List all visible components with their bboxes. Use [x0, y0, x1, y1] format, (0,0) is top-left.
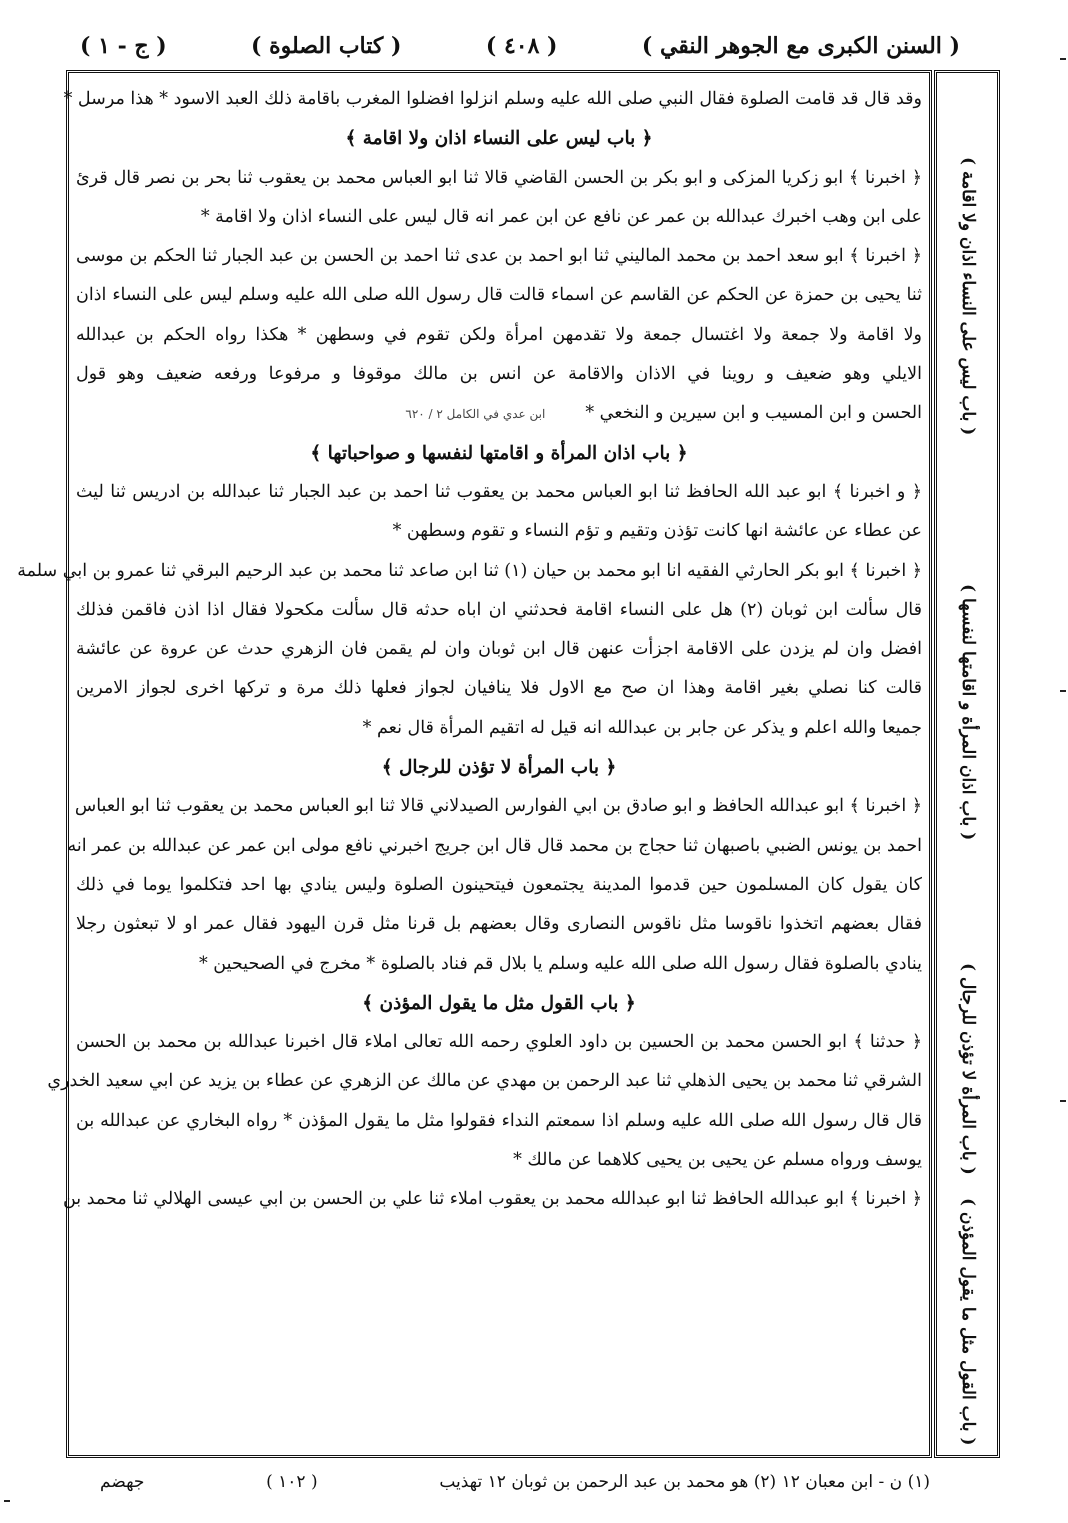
text-line	[76, 787, 922, 826]
text-line	[76, 1102, 922, 1141]
text-line	[76, 159, 922, 198]
line-text: الايلي وهو ضعيف و روينا في الاذان والاقامة عن انس بن مالك موقوفا و مرفوعا ورفعه ضعيف وهو قول	[76, 364, 922, 385]
line-text: يوسف ورواه مسلم عن يحيى بن يحيى كلاهما عن مالك *	[513, 1150, 922, 1171]
chapter-title: ( كتاب الصلوة )	[251, 33, 402, 59]
edge-mark	[1060, 58, 1066, 60]
chapter-heading	[76, 984, 922, 1023]
line-text: افضل وان لم يزدن على الاقامة اجزأت عنهن قال ابن ثوبان وان لم يقمن فان الزهري حدث عن عروة عن عائشة	[76, 639, 922, 660]
text-line	[63, 80, 922, 119]
line-text: ﴿ باب ليس على النساء اذان ولا اقامة ﴾	[345, 128, 653, 150]
margin-label-repeat-muadhin: ( باب القول مثل ما يقول المؤذن )	[958, 1197, 978, 1445]
line-text: قال سألت ابن ثوبان (٢) هل على النساء اقامة فحدثني ان اباه حدثه قال سألت مكحولا فقال اذا اذن فاقمن فذلك	[76, 599, 922, 620]
footnote-bar	[100, 1462, 930, 1502]
chapter-heading	[76, 434, 922, 473]
line-text: الشرقي ثنا محمد بن يحيى الذهلي ثنا عبد الرحمن بن مهدي عن مالك عن الزهري عن عطاء بن يزيد عن ابي سعيد الخدري	[47, 1071, 922, 1092]
line-text: ولا اقامة ولا جمعة ولا اغتسال جمعة ولا تقدمهن امرأة ولكن تقوم في وسطهن * هكذا رواه الحكم بن عبدالله	[76, 324, 922, 345]
text-line	[76, 1023, 922, 1062]
text-line	[76, 945, 922, 984]
text-line	[76, 669, 922, 708]
text-line	[47, 1062, 922, 1101]
line-text: كان يقول كان المسلمون حين قدموا المدينة يجتمعون فيتحينون الصلوة وليس ينادي بها احد فتكلموا يوما في ذلك	[76, 874, 922, 895]
line-text: فقال بعضهم اتخذوا ناقوسا مثل ناقوس النصارى وقال بعضهم بل قرنا مثل قرن اليهود فقال عمر او لا تبعثون رجلا	[76, 914, 922, 935]
line-text: جميعا والله اعلم و يذكر عن جابر بن عبدالله انه قيل له اتقيم المرأة قال نعم *	[362, 717, 922, 738]
edge-mark	[1060, 1100, 1066, 1102]
margin-label-woman-not-for-men: ( باب المرأة لا تؤذن للرجال )	[958, 963, 978, 1175]
text-line	[76, 866, 922, 905]
margin-label-women-no-adhan: ( باب ليس على النساء اذان ولا اقامة )	[958, 156, 978, 435]
line-text: الحسن و ابن المسيب و ابن سيرين و النخعي *	[585, 403, 922, 424]
line-text: ﴿ باب اذان المرأة و اقامتها لنفسها و صواحباتها ﴾	[310, 442, 688, 464]
line-text: ﴿ اخبرنا ﴾ ابو بكر الحارثي الفقيه انا ابو محمد بن حيان (١) ثنا ابن صاعد ثنا محمد بن عبد الرحيم البرقي ثنا عمرو بن ابي سلمة	[17, 560, 922, 581]
line-text: ﴿ اخبرنا ﴾ ابو زكريا المزكى و ابو بكر بن الحسن القاضي قالا ثنا ابو العباس محمد بن يعقوب ثنا بحر بن نصر قال قرئ	[76, 167, 922, 188]
line-text: ﴿ باب المرأة لا تؤذن للرجال ﴾	[381, 757, 617, 779]
text-line	[67, 827, 922, 866]
text-line	[76, 591, 922, 630]
line-text: ﴿ حدثنا ﴾ ابو الحسن محمد بن الحسين بن داود العلوي رحمه الله تعالى املاء قال اخبرنا عبدالله بن محمد بن الحسن	[76, 1032, 922, 1053]
line-text: ثنا يحيى بن حمزة عن الحكم عن القاسم عن اسماء قالت قال رسول الله صلى الله عليه وسلم ليس على النساء اذان	[76, 285, 922, 306]
line-text: ﴿ اخبرنا ﴾ ابو عبدالله الحافظ ثنا ابو عبدالله محمد بن يعقوب املاء ثنا علي بن الحسن بن ابي عيسى الهلالي ثنا محمد بن	[62, 1189, 922, 1210]
text-line	[76, 1141, 922, 1180]
printer-signature: جهضم	[100, 1472, 145, 1492]
text-line	[76, 237, 922, 276]
line-text: قال قال رسول الله صلى الله عليه وسلم اذا سمعتم النداء فقولوا مثل ما يقول المؤذن * رواه البخاري عن عبدالله بن	[76, 1110, 922, 1131]
line-text: عن عطاء عن عائشة انها كانت تؤذن وتقيم و تؤم النساء و تقوم وسطهن *	[392, 521, 922, 542]
line-text: ﴿ و اخبرنا ﴾ ابو عبد الله الحافظ ثنا ابو العباس محمد بن يعقوب ثنا احمد بن عبد الجبار ثنا عبدالله بن ادريس ثنا ليث	[76, 481, 922, 502]
text-line	[62, 1180, 922, 1219]
page-number: ( ٤٠٨ )	[485, 33, 558, 59]
line-text: قالت كنا نصلي بغير اقامة وهذا ان صح مع الاول فلا ينافيان لجواز فعلها ذلك مرة و تركها اخرى لجواز الامرين	[76, 678, 922, 699]
text-line	[76, 355, 922, 394]
text-line	[76, 394, 922, 433]
line-text: ﴿ باب القول مثل ما يقول المؤذن ﴾	[362, 992, 636, 1014]
volume-number: ( ج - ١ )	[80, 33, 167, 59]
text-line	[76, 905, 922, 944]
line-text: ﴿ اخبرنا ﴾ ابو سعد احمد بن محمد الماليني ثنا ابو احمد بن عدى ثنا احمد بن الحسن بن عبد الجبار ثنا الحكم بن موسى	[76, 246, 922, 267]
edge-mark	[4, 1500, 10, 1502]
footnote-text: (١) ن - ابن معبان ١٢ (٢) هو محمد بن عبد الرحمن بن ثوبان ١٢ تهذيب	[439, 1472, 930, 1492]
line-text: على ابن وهب اخبرك عبدالله بن عمر عن نافع عن ابن عمر انه قال ليس على النساء اذان ولا اقامة *	[200, 206, 922, 227]
sheet-number: ( ١٠٢ )	[266, 1472, 318, 1492]
chapter-heading	[76, 748, 922, 787]
text-line	[76, 709, 922, 748]
margin-label-woman-adhan: ( باب اذان المرأة و اقامتها لنفسها )	[958, 583, 978, 840]
text-line	[76, 473, 922, 512]
text-line	[76, 512, 922, 551]
line-text: ﴿ اخبرنا ﴾ ابو عبدالله الحافظ و ابو صادق بن ابي الفوارس الصيدلاني قالا ثنا ابو العباس محمد بن يعقوب ثنا ابو العباس	[74, 796, 922, 817]
line-text: ينادي بالصلوة فقال رسول الله صلى الله عليه وسلم يا بلال قم فناد بالصلوة * مخرج في الصحيحين *	[198, 953, 922, 974]
text-line	[76, 276, 922, 315]
main-text	[17, 80, 922, 1450]
running-header	[80, 26, 960, 66]
edge-mark	[1060, 690, 1066, 692]
book-title: ( السنن الكبرى مع الجوهر النقي )	[641, 33, 960, 59]
line-text: احمد بن يونس الضبي باصبهان ثنا حجاج بن محمد قال قال ابن جريج اخبرني نافع مولى ابن عمر عن عبدالله بن عمر انه	[67, 835, 922, 856]
text-line	[76, 630, 922, 669]
line-text: وقد قال قد قامت الصلوة فقال النبي صلى الله عليه وسلم انزلوا افضلوا المغرب باقامة ذلك العبد الاسود * هذا مرسل *	[63, 89, 922, 109]
text-line	[76, 198, 922, 237]
chapter-heading	[76, 119, 922, 158]
margin-annotation: ابن عدي في الكامل ٢ / ٦٢٠	[405, 407, 546, 422]
text-line	[76, 316, 922, 355]
text-line	[17, 552, 922, 591]
